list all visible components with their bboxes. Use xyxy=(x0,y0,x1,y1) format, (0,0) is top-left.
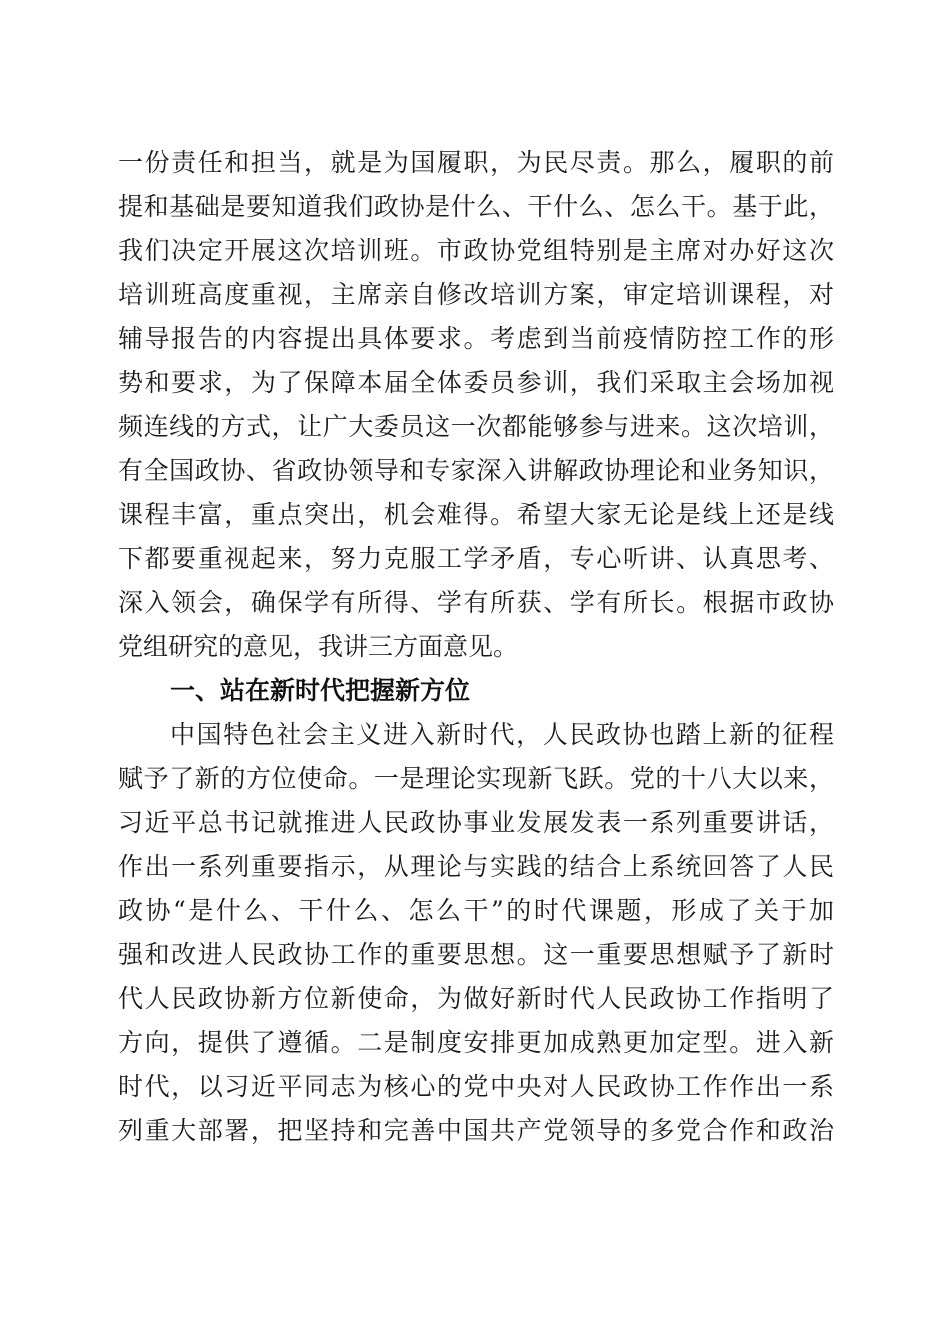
text-line: 作出一系列重要指示，从理论与实践的结合上系统回答了人民 xyxy=(118,852,834,881)
text-line: 频连线的方式，让广大委员这一次都能够参与进来。这次培训， xyxy=(118,412,834,441)
text-line: 深入领会，确保学有所得、学有所获、学有所长。根据市政协 xyxy=(118,588,834,617)
paragraph-1 xyxy=(118,141,834,669)
text-line: 辅导报告的内容提出具体要求。考虑到当前疫情防控工作的形 xyxy=(118,324,834,353)
text-line: 党组研究的意见，我讲三方面意见。 xyxy=(118,632,519,661)
text-line: 有全国政协、省政协领导和专家深入讲解政协理论和业务知识， xyxy=(118,456,834,485)
text-line: 习近平总书记就推进人民政协事业发展发表一系列重要讲话， xyxy=(118,808,834,837)
text-line: 我们决定开展这次培训班。市政协党组特别是主席对办好这次 xyxy=(118,236,834,265)
text-line: 列重大部署，把坚持和完善中国共产党领导的多党合作和政治 xyxy=(118,1116,834,1145)
text-line: 培训班高度重视，主席亲自修改培训方案，审定培训课程，对 xyxy=(118,280,834,309)
text-line: 政协“是什么、干什么、怎么干”的时代课题，形成了关于加 xyxy=(118,896,834,925)
text-line: 方向，提供了遵循。二是制度安排更加成熟更加定型。进入新 xyxy=(118,1028,834,1057)
text-line: 强和改进人民政协工作的重要思想。这一重要思想赋予了新时 xyxy=(118,940,834,969)
text-line: 中国特色社会主义进入新时代，人民政协也踏上新的征程 xyxy=(170,720,834,749)
text-line: 代人民政协新方位新使命，为做好新时代人民政协工作指明了 xyxy=(118,984,834,1013)
text-line: 势和要求，为了保障本届全体委员参训，我们采取主会场加视 xyxy=(118,368,834,397)
text-line: 时代，以习近平同志为核心的党中央对人民政协工作作出一系 xyxy=(118,1072,834,1101)
text-line: 提和基础是要知道我们政协是什么、干什么、怎么干。基于此， xyxy=(118,192,834,221)
text-line: 一份责任和担当，就是为国履职，为民尽责。那么，履职的前 xyxy=(118,148,834,177)
text-line: 赋予了新的方位使命。一是理论实现新飞跃。党的十八大以来， xyxy=(118,764,834,793)
text-line: 下都要重视起来，努力克服工学矛盾，专心听讲、认真思考、 xyxy=(118,544,834,573)
paragraph-2 xyxy=(118,713,834,1153)
body-text xyxy=(118,141,834,1153)
section-heading: 一、站在新时代把握新方位 xyxy=(170,676,471,705)
text-line: 课程丰富，重点突出，机会难得。希望大家无论是线上还是线 xyxy=(118,500,834,529)
